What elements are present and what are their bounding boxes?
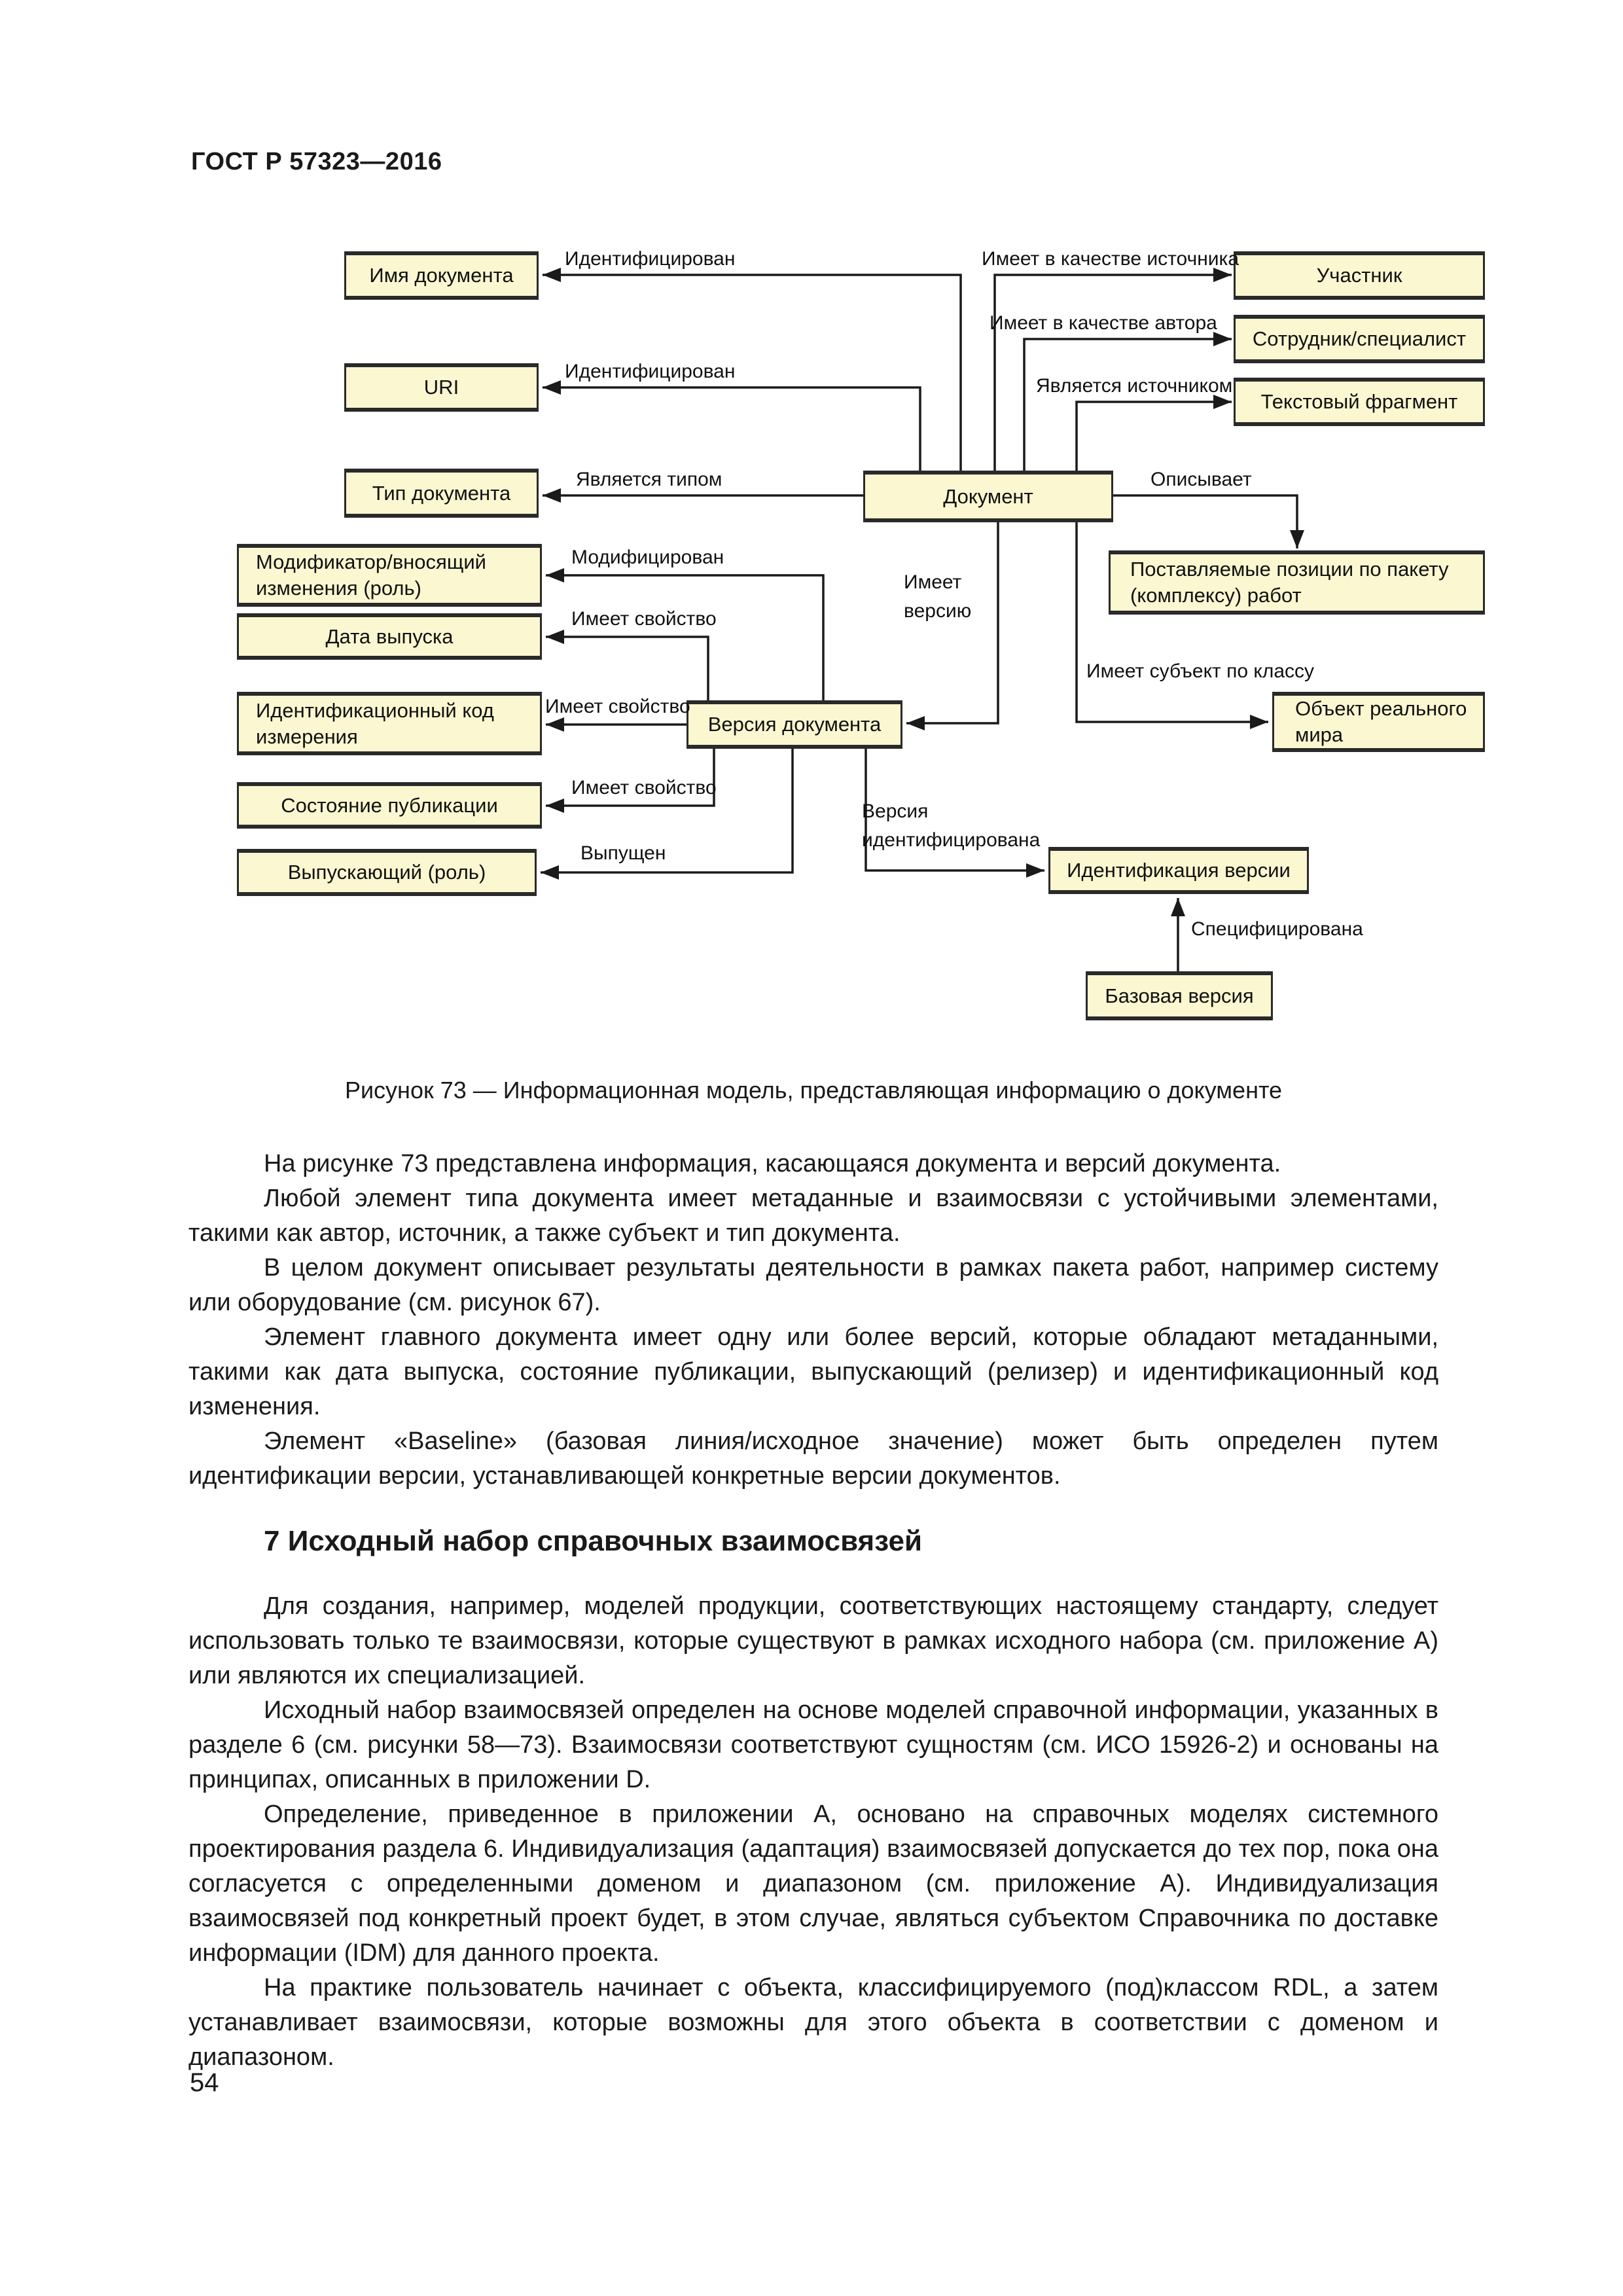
edge-label-specified: Специфицирована: [1191, 918, 1363, 940]
paragraph: Исходный набор взаимосвязей определен на основе моделей справочной информации, указанных в разделе 6 (см. рисунки 58—73). Взаимосвязи соответствуют сущностям (см. ИСО 15926-2) и основаны на принципах, описанных в приложении D.: [188, 1696, 1438, 1793]
figure-discussion-block: [188, 1147, 1438, 1494]
box-label: Базовая версия: [1105, 984, 1254, 1007]
edge-label-is-source: Является источником: [1036, 375, 1233, 397]
edge-has-property-date: [546, 637, 708, 700]
edge-label-has-source: Имеет в качестве источника: [982, 248, 1240, 270]
box-label: Состояние публикации: [281, 793, 498, 817]
box-label: URI: [423, 376, 459, 399]
box-label: Объект реального мира: [1295, 697, 1467, 746]
diagram-box-modifier: [237, 544, 542, 607]
edge-label-modified: Модифицирован: [571, 547, 724, 568]
paragraph: Для создания, например, моделей продукции, соответствующих настоящему стандарту, следует использовать только те взаимосвязи, которые существуют в рамках исходного набора (см. приложение А) или являются их специализацией.: [188, 1592, 1438, 1689]
edge-label-is-type: Является типом: [576, 469, 722, 490]
diagram-box-participant: [1234, 251, 1485, 300]
diagram-box-delivered-items: [1109, 550, 1485, 615]
box-label: Документ: [943, 484, 1033, 508]
edge-label-line: версию: [904, 600, 972, 622]
diagram-box-doc-type: [344, 469, 539, 518]
edge-label-version-identified: [862, 797, 1040, 855]
box-label: Выпускающий (роль): [287, 861, 486, 884]
edge-label-has-subject: Имеет субъект по классу: [1086, 660, 1315, 682]
edge-describes: [1113, 495, 1297, 548]
edge-label-has-property-state: Имеет свойство: [571, 777, 717, 798]
edge-released: [541, 749, 793, 872]
paragraph: На практике пользователь начинает с объекта, классифицируемого (под)классом RDL, а затем устанавливает взаимосвязи, которые возможны для этого объекта в соответствии с доменом и диапазоном.: [188, 1974, 1438, 2071]
diagram-box-doc-name: [344, 251, 539, 300]
diagram-box-change-id-code: [237, 692, 542, 755]
paragraph: Элемент «Baseline» (базовая линия/исходное значение) может быть определен путем идентификации версии, устанавливающей конкретные версии документов.: [188, 1427, 1438, 1490]
edge-label-released: Выпущен: [580, 842, 666, 864]
edge-is-source: [1077, 402, 1232, 471]
diagram-box-text-fragment: [1234, 378, 1485, 426]
diagram-box-employee: [1234, 315, 1485, 363]
box-label: Дата выпуска: [325, 624, 454, 648]
diagram-box-uri: [344, 363, 539, 412]
running-header: ГОСТ Р 57323—2016: [191, 148, 442, 175]
box-label: Тип документа: [372, 481, 511, 505]
edge-label-identified-uri: Идентифицирован: [565, 361, 736, 382]
diagram-box-release-date: [237, 613, 542, 660]
diagram-box-releaser: [237, 849, 537, 896]
edge-label-has-author: Имеет в качестве автора: [990, 312, 1217, 334]
diagram-box-document: [863, 471, 1113, 522]
diagram-box-baseline: [1086, 971, 1273, 1020]
edge-label-identified-name: Идентифицирован: [565, 248, 736, 270]
diagram-box-version-identification: [1048, 847, 1309, 894]
box-label: Модификатор/вносящий изменения (роль): [256, 550, 486, 600]
edge-modified: [546, 575, 823, 700]
diagram-box-doc-version: [687, 700, 902, 749]
edge-identified-uri: [543, 387, 920, 471]
page-number: 54: [190, 2068, 219, 2097]
edge-label-has-property-code: Имеет свойство: [545, 696, 690, 717]
diagram-box-pub-state: [237, 782, 542, 829]
figure-caption: Рисунок 73 — Информационная модель, представляющая информацию о документе: [344, 1077, 1283, 1103]
box-label: Имя документа: [369, 264, 514, 287]
box-label: Версия документа: [707, 713, 882, 736]
edge-label-line: Имеет: [904, 571, 962, 593]
box-label: Поставляемые позиции по пакету (комплексу) работ: [1130, 558, 1449, 607]
paragraph: Любой элемент типа документа имеет метаданные и взаимосвязи с устойчивыми элементами, такими как автор, источник, а также субъект и тип документа.: [188, 1185, 1438, 1247]
box-label: Идентификация версии: [1067, 859, 1291, 882]
edge-label-has-property-date: Имеет свойство: [571, 608, 717, 630]
edge-has-author: [1024, 339, 1232, 471]
box-label: Участник: [1316, 264, 1402, 287]
section-7-heading: 7 Исходный набор справочных взаимосвязей: [264, 1525, 923, 1557]
box-label: Идентификационный код измерения: [256, 698, 494, 748]
edge-label-describes: Описывает: [1150, 469, 1252, 490]
diagram-box-real-world-object: [1272, 692, 1485, 752]
paragraph: На рисунке 73 представлена информация, касающаяся документа и версий документа.: [264, 1150, 1281, 1177]
box-label: Сотрудник/специалист: [1252, 327, 1467, 350]
section-7-block: [188, 1589, 1438, 2075]
edge-label-line: идентифицирована: [862, 829, 1041, 851]
edge-label-has-version: [904, 568, 971, 626]
edge-label-line: Версия: [862, 800, 929, 822]
paragraph: Элемент главного документа имеет одну или более версий, которые обладают метаданными, такими как дата выпуска, состояние публикации, выпускающий (релизер) и идентификационный код изменения.: [188, 1323, 1438, 1420]
paragraph: В целом документ описывает результаты деятельности в рамках пакета работ, например систему или оборудование (см. рисунок 67).: [188, 1254, 1438, 1316]
paragraph: Определение, приведенное в приложении А, основано на справочных моделях системного проектирования раздела 6. Индивидуализация (адаптация) взаимосвязей допускается до тех пор, пока она согласуется с определенными доменом и диапазоном (см. приложение А). Индивидуализация взаимосвязей под конкретный проект будет, в этом случае, являться субъектом Справочника по доставке информации (IDM) для данного проекта.: [188, 1801, 1438, 1967]
box-label: Текстовый фрагмент: [1260, 390, 1458, 413]
